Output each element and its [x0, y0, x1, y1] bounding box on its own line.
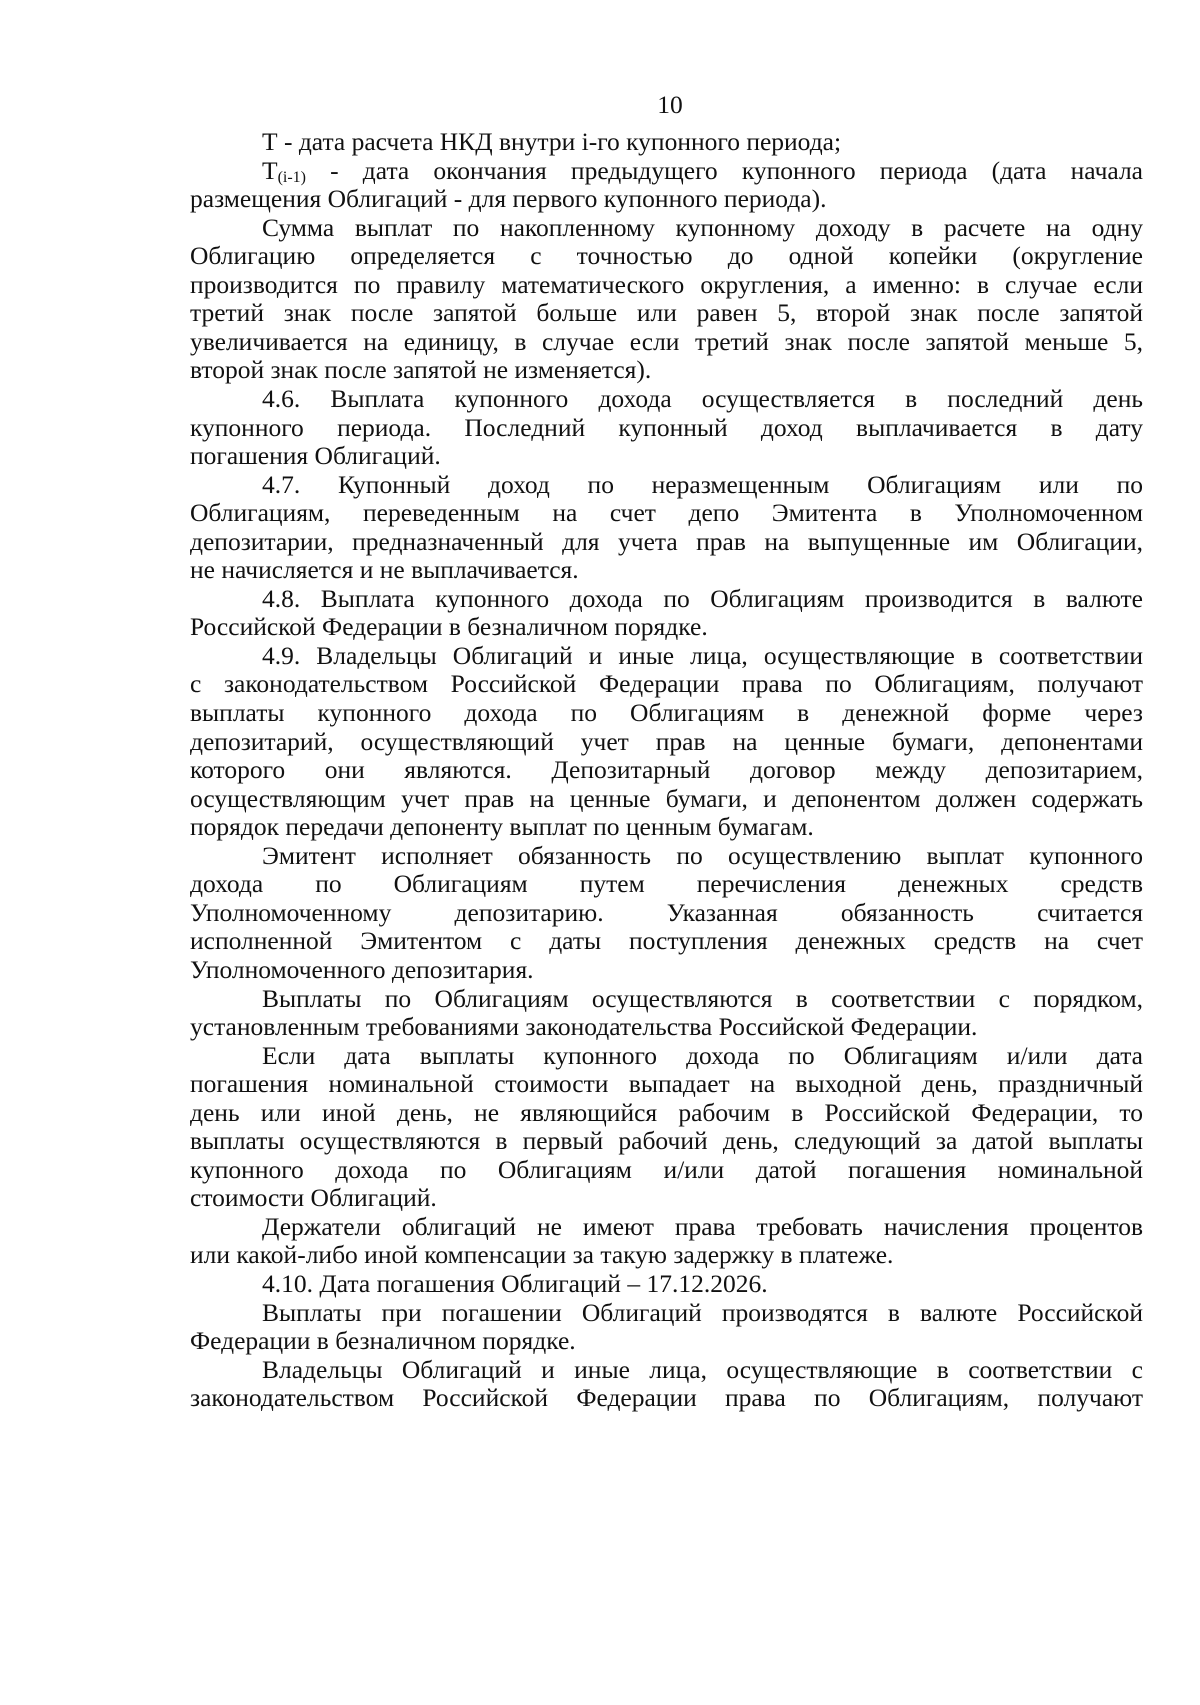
text-line: установленным требованиями законодательства Российской Федерации.	[190, 1012, 978, 1042]
text-line: размещения Облигаций - для первого купонного периода).	[190, 184, 827, 214]
text-line: Облигацию определяется с точностью до одной копейки (округление	[190, 241, 1143, 271]
text-line: Облигациям, переведенным на счет депо Эмитента в Уполномоченном	[190, 498, 1143, 528]
text-line: Выплаты по Облигациям осуществляются в соответствии с порядком,	[262, 983, 1143, 1013]
text-line: увеличивается на единицу, в случае если третий знак после запятой меньше 5,	[190, 326, 1143, 356]
text-line: Если дата выплаты купонного дохода по Облигациям и/или дата	[262, 1040, 1143, 1070]
text-line: депозитарии, предназначенный для учета прав на выпущенные им Облигации,	[190, 526, 1143, 556]
text-line: второй знак после запятой не изменяется).	[190, 355, 652, 385]
text-line: Уполномоченному депозитарию. Указанная обязанность считается	[190, 897, 1143, 927]
text-line: 4.6. Выплата купонного дохода осуществляется в последний день	[262, 383, 1143, 413]
text-line: 4.7. Купонный доход по неразмещенным Облигациям или по	[262, 469, 1143, 499]
text-line: осуществляющим учет прав на ценные бумаги, и депонентом должен содержать	[190, 783, 1143, 813]
text-line: дохода по Облигациям путем перечисления денежных средств	[190, 869, 1143, 899]
text-line: $Т_{(i-1)}$ - дата окончания предыдущего купонного периода (дата начала	[262, 155, 1143, 186]
text-line: Уполномоченного депозитария.	[190, 954, 534, 984]
text-line: погашения Облигаций.	[190, 441, 441, 471]
text-line: выплаты купонного дохода по Облигациям в денежной форме через	[190, 698, 1143, 727]
text-line: Федерации в безналичном порядке.	[190, 1326, 576, 1356]
text-line: депозитарий, осуществляющий учет прав на ценные бумаги, депонентами	[190, 726, 1143, 756]
text-line: порядок передачи депоненту выплат по ценным бумагам.	[190, 812, 814, 842]
text-line: исполненной Эмитентом с даты поступления денежных средств на счет	[190, 926, 1143, 956]
text-line: которого они являются. Депозитарный договор между депозитарием,	[190, 755, 1143, 785]
text-line: не начисляется и не выплачивается.	[190, 555, 579, 585]
text-line: Держатели облигаций не имеют права требовать начисления процентов	[262, 1211, 1143, 1241]
text-line: 4.8. Выплата купонного дохода по Облигациям производится в валюте	[262, 583, 1143, 613]
text-line: Т - дата расчета НКД внутри i-го купонного периода;	[262, 127, 842, 156]
text-line: производится по правилу математического округления, а именно: в случае если	[190, 269, 1143, 299]
text-line: Эмитент исполняет обязанность по осуществлению выплат купонного	[262, 840, 1143, 870]
text-line: день или иной день, не являющийся рабочим в Российской Федерации, то	[190, 1097, 1143, 1127]
text-line: законодательством Российской Федерации права по Облигациям, получают	[190, 1383, 1143, 1413]
text-line: погашения номинальной стоимости выпадает на выходной день, праздничный	[190, 1069, 1143, 1099]
text-line: Владельцы Облигаций и иные лица, осуществляющие в соответствии с	[262, 1354, 1143, 1384]
text-line: купонного дохода по Облигациям и/или датой погашения номинальной	[190, 1154, 1143, 1184]
text-line: или какой-либо иной компенсации за такую задержку в платеже.	[190, 1240, 894, 1270]
text-line: стоимости Облигаций.	[190, 1183, 437, 1213]
text-line: 4.9. Владельцы Облигаций и иные лица, осуществляющие в соответствии	[262, 640, 1143, 670]
text-line: Выплаты при погашении Облигаций производятся в валюте Российской	[262, 1297, 1143, 1327]
text-line: с законодательством Российской Федерации права по Облигациям, получают	[190, 669, 1143, 699]
text-line: выплаты осуществляются в первый рабочий день, следующий за датой выплаты	[190, 1126, 1143, 1156]
text-line: третий знак после запятой больше или равен 5, второй знак после запятой	[190, 298, 1143, 328]
text-line: купонного периода. Последний купонный доход выплачивается в дату	[190, 412, 1143, 442]
text-line: 4.10. Дата погашения Облигаций – 17.12.2026.	[262, 1269, 768, 1298]
page-number: 10	[657, 90, 683, 119]
text-line: Российской Федерации в безналичном порядке.	[190, 612, 708, 642]
text-line: Сумма выплат по накопленному купонному доходу в расчете на одну	[262, 212, 1143, 242]
